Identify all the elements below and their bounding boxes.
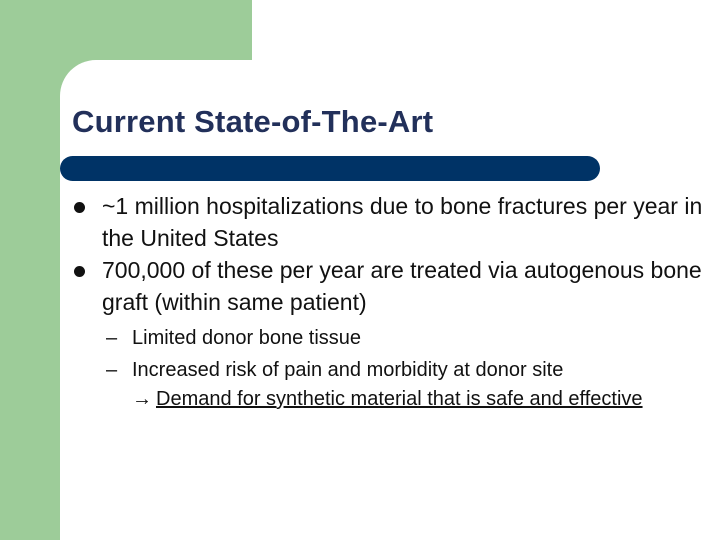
bullet-item bbox=[70, 190, 710, 254]
dash-icon: – bbox=[106, 359, 118, 381]
demand-statement bbox=[106, 386, 692, 412]
slide-content bbox=[70, 190, 710, 412]
sub-bullet-text: Increased risk of pain and morbidity at donor site bbox=[132, 359, 564, 381]
sub-bullet-item bbox=[106, 354, 710, 386]
bullet-text: ~1 million hospitalizations due to bone fractures per year in the United States bbox=[102, 193, 703, 251]
arrow-right-icon: → bbox=[132, 388, 152, 410]
bullet-dot-icon bbox=[74, 202, 85, 213]
title-underline-bar bbox=[60, 156, 600, 181]
bullet-item bbox=[70, 254, 710, 318]
slide-title: Current State-of-The-Art bbox=[72, 104, 434, 139]
decorative-green-band-left bbox=[0, 0, 60, 540]
dash-icon: – bbox=[106, 327, 118, 349]
sub-bullet-list bbox=[70, 322, 710, 412]
bullet-text: 700,000 of these per year are treated via autogenous bone graft (within same patient) bbox=[102, 257, 702, 315]
sub-bullet-text: Limited donor bone tissue bbox=[132, 327, 362, 349]
bullet-dot-icon bbox=[74, 266, 85, 277]
sub-bullet-item bbox=[106, 322, 710, 354]
demand-text: Demand for synthetic material that is safe and effective bbox=[156, 388, 643, 410]
